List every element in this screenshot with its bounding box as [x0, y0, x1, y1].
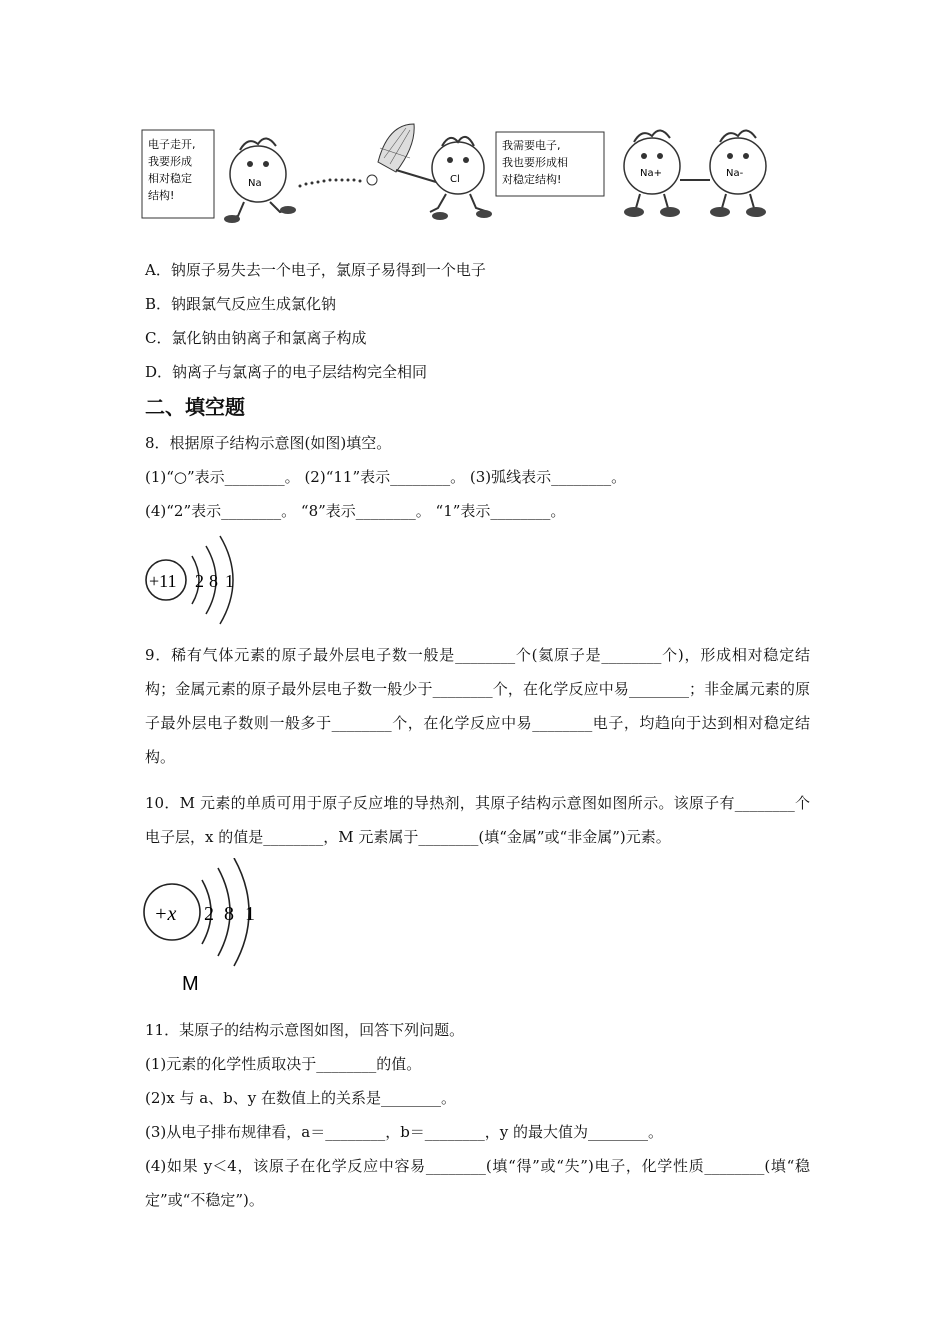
option-c: C．氯化钠由钠离子和氯离子构成	[145, 329, 367, 347]
q8-line1: (1)“○”表示________。 (2)“11”表示________。 (3)弧线表示________。	[145, 468, 627, 486]
na-label: Na	[248, 178, 262, 189]
na-ion-character	[624, 130, 680, 217]
na-atom-character	[224, 138, 296, 223]
q10-shell-3: 1	[245, 903, 255, 925]
butterfly-net	[378, 124, 436, 182]
q8-shell-1: 2	[195, 571, 204, 591]
q10-element-label: M	[182, 973, 199, 995]
q8-stem: 8．根据原子结构示意图(如图)填空。	[145, 434, 392, 452]
q9-text: 9．稀有气体元素的原子最外层电子数一般是________个(氦原子是________个)，形成相对稳定结构；金属元素的原子最外层电子数一般少于________个，在化学反应中易________；非金属元素的原子最外层电子数则一般多于________个，在化学反应中易________电子，均趋向于达到相对稳定结构。	[145, 646, 810, 766]
q11-part1: (1)元素的化学性质取决于________的值。	[145, 1055, 422, 1073]
q11-part3: (3)从电子排布规律看，a＝________，b＝________，y 的最大值为________。	[145, 1123, 664, 1141]
q11-part2: (2)x 与 a、b、y 在数值上的关系是________。	[145, 1089, 457, 1107]
q8-line2: (4)“2”表示________。 “8”表示________。 “1”表示________。	[145, 502, 566, 520]
cl-atom-character	[430, 137, 492, 220]
option-b: B．钠跟氯气反应生成氯化钠	[145, 295, 337, 313]
cl-ion-character	[710, 130, 766, 217]
q10-shell-1: 2	[204, 903, 214, 925]
bubble-right-line: 对稳定结构!	[502, 173, 562, 186]
q8-atom-diagram	[140, 528, 250, 632]
bubble-left-line: 我要形成	[148, 155, 192, 168]
bubble-right-line: 我也要形成相	[502, 156, 568, 169]
bubble-left-line: 结构!	[148, 189, 175, 202]
q8-nucleus-label: +11	[149, 571, 177, 591]
bubble-right-line: 我需要电子,	[502, 139, 561, 152]
q10-nucleus-label: +x	[154, 903, 177, 925]
cl-ion-label: Na-	[726, 168, 744, 179]
q10-text: 10．M 元素的单质可用于原子反应堆的导热剂，其原子结构示意图如图所示。该原子有________个电子层，x 的值是________，M 元素属于________(填“金属”或“非金属”)元素。	[145, 794, 810, 846]
na-ion-label: Na+	[640, 168, 662, 179]
section-title: 二、填空题	[145, 395, 245, 419]
q11-stem: 11．某原子的结构示意图如图，回答下列问题。	[145, 1021, 465, 1039]
option-a: A．钠原子易失去一个电子，氯原子易得到一个电子	[145, 261, 486, 279]
electron-trail	[299, 175, 378, 188]
q8-shell-3: 1	[225, 571, 234, 591]
bubble-left-line: 相对稳定	[148, 172, 192, 185]
q8-shell-2: 8	[209, 571, 218, 591]
bubble-left-line: 电子走开,	[148, 138, 196, 151]
q11-part4: (4)如果 y＜4，该原子在化学反应中容易________(填“得”或“失”)电子，化学性质________(填“稳定”或“不稳定”)。	[145, 1157, 810, 1209]
cl-label: Cl	[450, 174, 460, 185]
option-d: D．钠离子与氯离子的电子层结构完全相同	[145, 363, 428, 381]
q10-shell-2: 8	[224, 903, 234, 925]
q10-atom-diagram	[140, 858, 270, 998]
cartoon-illustration	[140, 118, 780, 236]
